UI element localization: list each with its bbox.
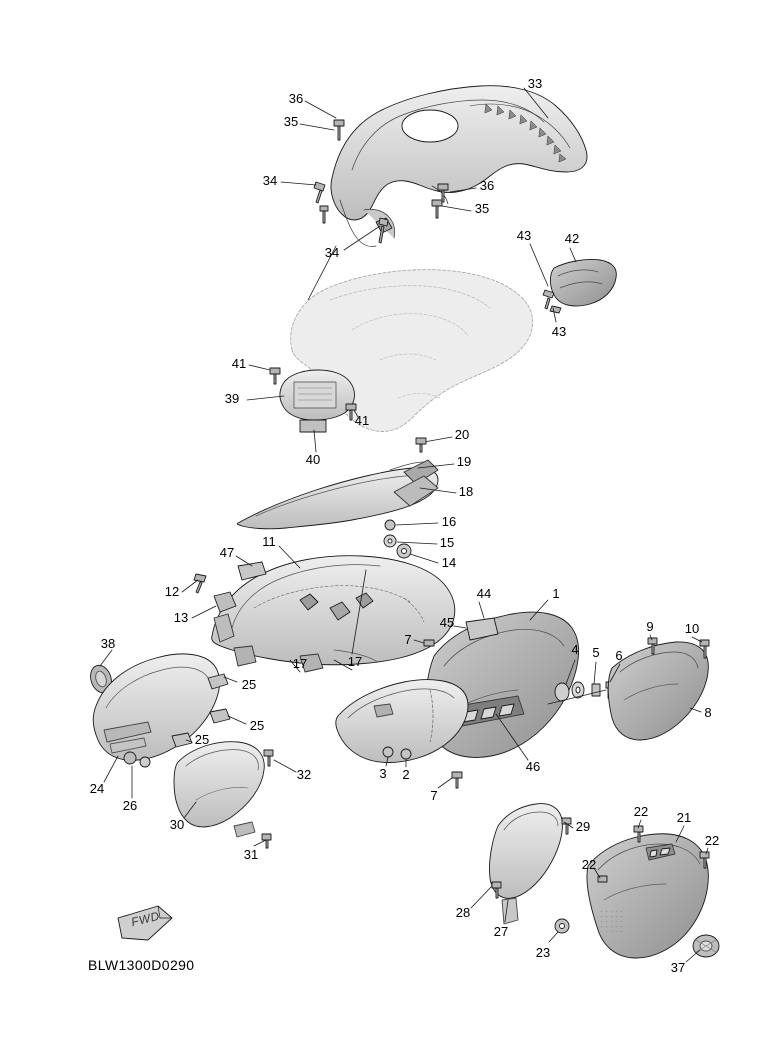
callout-16: 16 bbox=[441, 514, 457, 529]
callout-32: 32 bbox=[296, 767, 312, 782]
callout-17: 17 bbox=[347, 654, 363, 669]
callout-33: 33 bbox=[527, 76, 543, 91]
callout-2: 2 bbox=[402, 767, 410, 782]
callout-47: 47 bbox=[219, 545, 235, 560]
callout-28: 28 bbox=[455, 905, 471, 920]
callout-21: 21 bbox=[676, 810, 692, 825]
callout-31: 31 bbox=[243, 847, 259, 862]
part-37-cap bbox=[693, 935, 719, 957]
callout-35: 35 bbox=[474, 201, 490, 216]
callout-26: 26 bbox=[122, 798, 138, 813]
callout-10: 10 bbox=[684, 621, 700, 636]
callout-23: 23 bbox=[535, 945, 551, 960]
callout-46: 46 bbox=[525, 759, 541, 774]
part-30-lower-left-cover bbox=[174, 742, 264, 837]
callout-36: 36 bbox=[288, 91, 304, 106]
callout-43: 43 bbox=[551, 324, 567, 339]
part-21-lower-cover bbox=[587, 834, 708, 958]
part-27-cover bbox=[489, 804, 562, 924]
callout-29: 29 bbox=[575, 819, 591, 834]
callout-25: 25 bbox=[241, 677, 257, 692]
part-42-emblem bbox=[550, 259, 616, 306]
callout-18: 18 bbox=[458, 484, 474, 499]
callout-24: 24 bbox=[89, 781, 105, 796]
callout-41: 41 bbox=[231, 356, 247, 371]
callout-25: 25 bbox=[249, 718, 265, 733]
callout-25: 25 bbox=[194, 732, 210, 747]
fasteners-14-15-16 bbox=[384, 520, 411, 558]
callout-45: 45 bbox=[439, 615, 455, 630]
callout-43: 43 bbox=[516, 228, 532, 243]
callout-22: 22 bbox=[633, 804, 649, 819]
callout-40: 40 bbox=[305, 452, 321, 467]
callout-15: 15 bbox=[439, 535, 455, 550]
part-33-upper-cover bbox=[331, 86, 587, 247]
callout-7: 7 bbox=[404, 632, 412, 647]
callout-13: 13 bbox=[173, 610, 189, 625]
callout-44: 44 bbox=[476, 586, 492, 601]
callout-3: 3 bbox=[379, 766, 387, 781]
callout-7: 7 bbox=[430, 788, 438, 803]
callout-5: 5 bbox=[592, 645, 600, 660]
callout-11: 11 bbox=[262, 534, 276, 549]
callout-20: 20 bbox=[454, 427, 470, 442]
callout-22: 22 bbox=[581, 857, 597, 872]
fwd-label: FWD bbox=[129, 908, 162, 930]
callout-42: 42 bbox=[564, 231, 580, 246]
callout-34: 34 bbox=[262, 173, 278, 188]
part-18-cover bbox=[237, 460, 438, 529]
part-8-side-panel bbox=[608, 642, 708, 740]
callout-4: 4 bbox=[571, 642, 579, 657]
callout-12: 12 bbox=[164, 584, 180, 599]
callout-1: 1 bbox=[552, 586, 560, 601]
callout-9: 9 bbox=[646, 619, 654, 634]
callout-19: 19 bbox=[456, 454, 472, 469]
callout-37: 37 bbox=[670, 960, 686, 975]
callout-17: 17 bbox=[292, 656, 308, 671]
callout-35: 35 bbox=[283, 114, 299, 129]
callout-14: 14 bbox=[441, 555, 457, 570]
callout-30: 30 bbox=[169, 817, 185, 832]
callout-22: 22 bbox=[704, 833, 720, 848]
callout-8: 8 bbox=[704, 705, 712, 720]
part-code-label: BLW1300D0290 bbox=[88, 957, 195, 973]
callout-36: 36 bbox=[479, 178, 495, 193]
parts-4-5-6-grommets bbox=[555, 682, 612, 701]
callout-6: 6 bbox=[615, 648, 623, 663]
callout-38: 38 bbox=[100, 636, 116, 651]
part-39-bracket bbox=[280, 370, 355, 432]
callout-39: 39 bbox=[224, 391, 240, 406]
callout-27: 27 bbox=[493, 924, 509, 939]
callout-41: 41 bbox=[354, 413, 370, 428]
callout-34: 34 bbox=[324, 245, 340, 260]
fastener-20 bbox=[416, 438, 426, 452]
